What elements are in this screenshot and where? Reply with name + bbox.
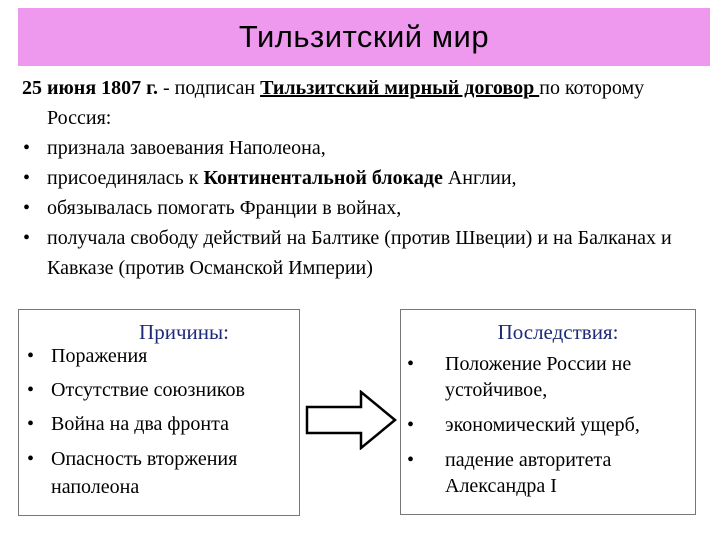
treaty-text-before: - подписан <box>157 77 261 99</box>
bullet-icon: • <box>27 413 35 435</box>
list-item <box>401 412 695 438</box>
consequences-list <box>401 351 695 499</box>
cause-text: Война на два фронта <box>51 413 229 435</box>
treaty-summary <box>22 73 702 283</box>
title-bar <box>18 8 710 66</box>
term-text: получала свободу действий на Балтике (против Швеции) и на Балканах и Кавказе (против Османской Империи) <box>47 227 672 279</box>
right-arrow-icon <box>305 390 397 450</box>
treaty-name: Тильзитский мирный договор <box>260 77 540 99</box>
consequence-text: падение авторитета Александра I <box>445 449 612 497</box>
list-item <box>22 223 702 283</box>
bullet-icon: • <box>27 345 35 367</box>
treaty-text-after: по которому Россия: <box>47 77 645 129</box>
term-text: признала завоевания Наполеона, <box>47 137 326 159</box>
bullet-icon: • <box>27 379 35 401</box>
bullet-icon: • <box>407 414 415 436</box>
consequence-text: экономический ущерб, <box>445 414 640 436</box>
term-text-bold: Континентальной блокаде <box>203 167 443 189</box>
bullet-icon: • <box>23 197 31 219</box>
causes-box <box>18 309 300 516</box>
term-text-after: Англии, <box>442 167 517 189</box>
causes-heading: Причины: <box>139 320 229 344</box>
treaty-date: 25 июня 1807 г. <box>22 77 158 99</box>
treaty-terms-list <box>22 133 702 283</box>
term-text: обязывалась помогать Франции в войнах, <box>47 197 402 219</box>
treaty-lead <box>22 73 702 133</box>
bullet-icon: • <box>23 167 31 189</box>
consequence-text: Положение России не устойчивое, <box>445 353 632 401</box>
list-item <box>19 377 299 403</box>
list-item <box>22 163 702 193</box>
bullet-icon: • <box>23 137 31 159</box>
bullet-icon: • <box>23 227 31 249</box>
cause-text: Отсутствие союзников <box>51 379 245 401</box>
bullet-icon: • <box>407 353 415 375</box>
cause-text: Поражения <box>51 345 148 367</box>
consequences-box <box>400 309 696 515</box>
list-item <box>401 447 695 499</box>
list-item <box>19 445 299 501</box>
list-item <box>401 351 695 403</box>
bullet-icon: • <box>27 448 35 470</box>
list-item <box>22 193 702 223</box>
list-item <box>19 411 299 437</box>
consequences-heading: Последствия: <box>497 320 619 344</box>
bullet-icon: • <box>407 449 415 471</box>
causes-list <box>19 343 299 501</box>
list-item <box>19 343 299 369</box>
term-text-before: присоединялась к <box>47 167 204 189</box>
cause-text: Опасность вторжения наполеона <box>51 448 238 498</box>
page-title: Тильзитский мир <box>238 19 490 54</box>
list-item <box>22 133 702 163</box>
